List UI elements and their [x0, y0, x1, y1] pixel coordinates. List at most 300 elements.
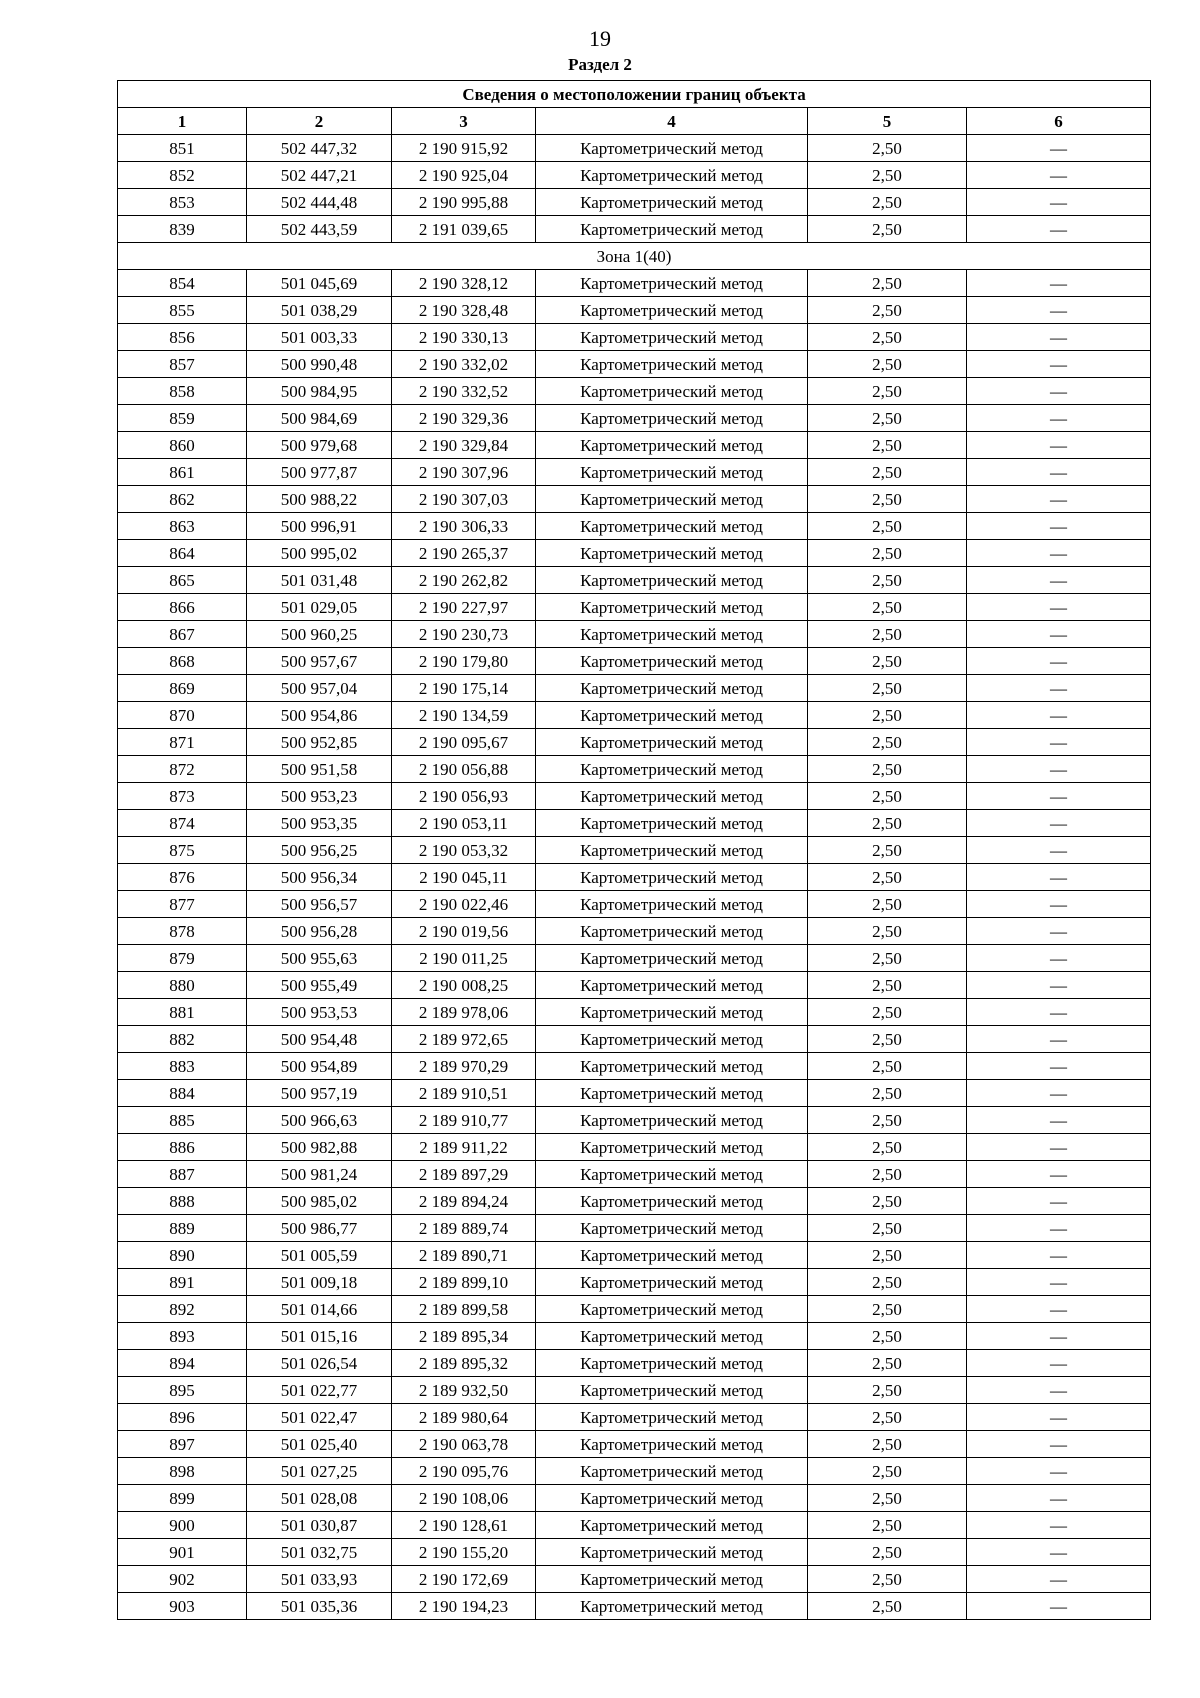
point-number-cell: 873: [118, 783, 247, 810]
table-row: [118, 837, 1151, 864]
note-cell: —: [967, 1296, 1151, 1323]
method-cell: Картометрический метод: [536, 405, 808, 432]
method-cell: Картометрический метод: [536, 945, 808, 972]
x-coordinate-cell: 500 985,02: [247, 1188, 392, 1215]
y-coordinate-cell: 2 189 895,32: [392, 1350, 536, 1377]
accuracy-cell: 2,50: [808, 378, 967, 405]
note-cell: —: [967, 405, 1151, 432]
y-coordinate-cell: 2 189 910,51: [392, 1080, 536, 1107]
y-coordinate-cell: 2 190 008,25: [392, 972, 536, 999]
accuracy-cell: 2,50: [808, 675, 967, 702]
accuracy-cell: 2,50: [808, 351, 967, 378]
note-cell: —: [967, 1323, 1151, 1350]
note-cell: —: [967, 648, 1151, 675]
zone-row: [118, 243, 1151, 270]
note-cell: —: [967, 162, 1151, 189]
table-row: [118, 1296, 1151, 1323]
point-number-cell: 893: [118, 1323, 247, 1350]
note-cell: —: [967, 621, 1151, 648]
x-coordinate-cell: 500 982,88: [247, 1134, 392, 1161]
y-coordinate-cell: 2 190 053,32: [392, 837, 536, 864]
accuracy-cell: 2,50: [808, 1053, 967, 1080]
method-cell: Картометрический метод: [536, 351, 808, 378]
point-number-cell: 866: [118, 594, 247, 621]
method-cell: Картометрический метод: [536, 513, 808, 540]
point-number-cell: 888: [118, 1188, 247, 1215]
x-coordinate-cell: 500 956,57: [247, 891, 392, 918]
note-cell: —: [967, 783, 1151, 810]
method-cell: Картометрический метод: [536, 432, 808, 459]
table-row: [118, 1323, 1151, 1350]
accuracy-cell: 2,50: [808, 189, 967, 216]
y-coordinate-cell: 2 190 108,06: [392, 1485, 536, 1512]
point-number-cell: 858: [118, 378, 247, 405]
accuracy-cell: 2,50: [808, 459, 967, 486]
note-cell: —: [967, 135, 1151, 162]
note-cell: —: [967, 1539, 1151, 1566]
table-row: [118, 1161, 1151, 1188]
y-coordinate-cell: 2 190 306,33: [392, 513, 536, 540]
accuracy-cell: 2,50: [808, 1566, 967, 1593]
y-coordinate-cell: 2 190 307,96: [392, 459, 536, 486]
column-number: 4: [536, 108, 808, 135]
method-cell: Картометрический метод: [536, 270, 808, 297]
x-coordinate-cell: 500 956,25: [247, 837, 392, 864]
y-coordinate-cell: 2 189 899,10: [392, 1269, 536, 1296]
method-cell: Картометрический метод: [536, 1512, 808, 1539]
y-coordinate-cell: 2 190 262,82: [392, 567, 536, 594]
note-cell: —: [967, 1404, 1151, 1431]
table-row: [118, 864, 1151, 891]
x-coordinate-cell: 500 954,86: [247, 702, 392, 729]
y-coordinate-cell: 2 190 329,84: [392, 432, 536, 459]
method-cell: Картометрический метод: [536, 1458, 808, 1485]
table-row: [118, 756, 1151, 783]
table-row: [118, 1404, 1151, 1431]
x-coordinate-cell: 501 025,40: [247, 1431, 392, 1458]
x-coordinate-cell: 500 957,19: [247, 1080, 392, 1107]
note-cell: —: [967, 1377, 1151, 1404]
accuracy-cell: 2,50: [808, 1404, 967, 1431]
accuracy-cell: 2,50: [808, 324, 967, 351]
method-cell: Картометрический метод: [536, 1107, 808, 1134]
method-cell: Картометрический метод: [536, 567, 808, 594]
method-cell: Картометрический метод: [536, 1566, 808, 1593]
table-row: [118, 1566, 1151, 1593]
accuracy-cell: 2,50: [808, 594, 967, 621]
table-row: [118, 1107, 1151, 1134]
accuracy-cell: 2,50: [808, 702, 967, 729]
x-coordinate-cell: 500 951,58: [247, 756, 392, 783]
x-coordinate-cell: 501 026,54: [247, 1350, 392, 1377]
x-coordinate-cell: 501 009,18: [247, 1269, 392, 1296]
method-cell: Картометрический метод: [536, 324, 808, 351]
x-coordinate-cell: 501 022,47: [247, 1404, 392, 1431]
table-row: [118, 1458, 1151, 1485]
point-number-cell: 890: [118, 1242, 247, 1269]
point-number-cell: 865: [118, 567, 247, 594]
note-cell: —: [967, 702, 1151, 729]
point-number-cell: 855: [118, 297, 247, 324]
method-cell: Картометрический метод: [536, 1134, 808, 1161]
x-coordinate-cell: 502 444,48: [247, 189, 392, 216]
accuracy-cell: 2,50: [808, 216, 967, 243]
table-row: [118, 270, 1151, 297]
note-cell: —: [967, 756, 1151, 783]
point-number-cell: 902: [118, 1566, 247, 1593]
table-row: [118, 1431, 1151, 1458]
column-number: 2: [247, 108, 392, 135]
method-cell: Картометрический метод: [536, 378, 808, 405]
x-coordinate-cell: 501 027,25: [247, 1458, 392, 1485]
x-coordinate-cell: 502 447,21: [247, 162, 392, 189]
note-cell: —: [967, 999, 1151, 1026]
note-cell: —: [967, 432, 1151, 459]
accuracy-cell: 2,50: [808, 162, 967, 189]
point-number-cell: 857: [118, 351, 247, 378]
column-number: 3: [392, 108, 536, 135]
accuracy-cell: 2,50: [808, 1242, 967, 1269]
accuracy-cell: 2,50: [808, 1431, 967, 1458]
y-coordinate-cell: 2 190 045,11: [392, 864, 536, 891]
x-coordinate-cell: 500 956,28: [247, 918, 392, 945]
y-coordinate-cell: 2 190 179,80: [392, 648, 536, 675]
note-cell: —: [967, 1593, 1151, 1620]
y-coordinate-cell: 2 189 897,29: [392, 1161, 536, 1188]
method-cell: Картометрический метод: [536, 621, 808, 648]
x-coordinate-cell: 501 022,77: [247, 1377, 392, 1404]
accuracy-cell: 2,50: [808, 1215, 967, 1242]
method-cell: Картометрический метод: [536, 1269, 808, 1296]
point-number-cell: 903: [118, 1593, 247, 1620]
note-cell: —: [967, 837, 1151, 864]
method-cell: Картометрический метод: [536, 918, 808, 945]
table-row: [118, 594, 1151, 621]
column-number-row: [118, 108, 1151, 135]
accuracy-cell: 2,50: [808, 1161, 967, 1188]
point-number-cell: 886: [118, 1134, 247, 1161]
point-number-cell: 895: [118, 1377, 247, 1404]
x-coordinate-cell: 500 979,68: [247, 432, 392, 459]
x-coordinate-cell: 501 005,59: [247, 1242, 392, 1269]
accuracy-cell: 2,50: [808, 1323, 967, 1350]
method-cell: Картометрический метод: [536, 216, 808, 243]
y-coordinate-cell: 2 189 970,29: [392, 1053, 536, 1080]
point-number-cell: 839: [118, 216, 247, 243]
accuracy-cell: 2,50: [808, 1026, 967, 1053]
method-cell: Картометрический метод: [536, 1026, 808, 1053]
x-coordinate-cell: 500 990,48: [247, 351, 392, 378]
method-cell: Картометрический метод: [536, 486, 808, 513]
point-number-cell: 899: [118, 1485, 247, 1512]
accuracy-cell: 2,50: [808, 1080, 967, 1107]
y-coordinate-cell: 2 190 328,48: [392, 297, 536, 324]
accuracy-cell: 2,50: [808, 1107, 967, 1134]
accuracy-cell: 2,50: [808, 135, 967, 162]
point-number-cell: 898: [118, 1458, 247, 1485]
table-row: [118, 513, 1151, 540]
y-coordinate-cell: 2 189 932,50: [392, 1377, 536, 1404]
y-coordinate-cell: 2 190 155,20: [392, 1539, 536, 1566]
y-coordinate-cell: 2 190 332,02: [392, 351, 536, 378]
table-row: [118, 702, 1151, 729]
note-cell: —: [967, 594, 1151, 621]
column-number: 6: [967, 108, 1151, 135]
table-row: [118, 216, 1151, 243]
note-cell: —: [967, 1512, 1151, 1539]
x-coordinate-cell: 500 957,04: [247, 675, 392, 702]
point-number-cell: 853: [118, 189, 247, 216]
note-cell: —: [967, 1485, 1151, 1512]
table-caption-row: [118, 81, 1151, 108]
zone-label: Зона 1(40): [118, 243, 1151, 270]
accuracy-cell: 2,50: [808, 405, 967, 432]
method-cell: Картометрический метод: [536, 783, 808, 810]
note-cell: —: [967, 486, 1151, 513]
y-coordinate-cell: 2 190 095,76: [392, 1458, 536, 1485]
method-cell: Картометрический метод: [536, 1161, 808, 1188]
point-number-cell: 860: [118, 432, 247, 459]
x-coordinate-cell: 501 030,87: [247, 1512, 392, 1539]
x-coordinate-cell: 500 954,48: [247, 1026, 392, 1053]
y-coordinate-cell: 2 189 895,34: [392, 1323, 536, 1350]
y-coordinate-cell: 2 190 307,03: [392, 486, 536, 513]
table-caption: Сведения о местоположении границ объекта: [118, 81, 1151, 108]
note-cell: —: [967, 216, 1151, 243]
accuracy-cell: 2,50: [808, 972, 967, 999]
table-row: [118, 189, 1151, 216]
note-cell: —: [967, 1053, 1151, 1080]
y-coordinate-cell: 2 189 889,74: [392, 1215, 536, 1242]
table-row: [118, 648, 1151, 675]
accuracy-cell: 2,50: [808, 513, 967, 540]
method-cell: Картометрический метод: [536, 648, 808, 675]
accuracy-cell: 2,50: [808, 945, 967, 972]
y-coordinate-cell: 2 190 053,11: [392, 810, 536, 837]
note-cell: —: [967, 1350, 1151, 1377]
table-row: [118, 1080, 1151, 1107]
point-number-cell: 884: [118, 1080, 247, 1107]
method-cell: Картометрический метод: [536, 1242, 808, 1269]
accuracy-cell: 2,50: [808, 567, 967, 594]
accuracy-cell: 2,50: [808, 918, 967, 945]
method-cell: Картометрический метод: [536, 459, 808, 486]
x-coordinate-cell: 500 984,95: [247, 378, 392, 405]
y-coordinate-cell: 2 190 332,52: [392, 378, 536, 405]
point-number-cell: 861: [118, 459, 247, 486]
note-cell: —: [967, 459, 1151, 486]
accuracy-cell: 2,50: [808, 837, 967, 864]
point-number-cell: 882: [118, 1026, 247, 1053]
y-coordinate-cell: 2 190 328,12: [392, 270, 536, 297]
point-number-cell: 863: [118, 513, 247, 540]
point-number-cell: 856: [118, 324, 247, 351]
point-number-cell: 862: [118, 486, 247, 513]
method-cell: Картометрический метод: [536, 1080, 808, 1107]
x-coordinate-cell: 501 032,75: [247, 1539, 392, 1566]
x-coordinate-cell: 501 028,08: [247, 1485, 392, 1512]
y-coordinate-cell: 2 190 056,93: [392, 783, 536, 810]
method-cell: Картометрический метод: [536, 1188, 808, 1215]
accuracy-cell: 2,50: [808, 1377, 967, 1404]
point-number-cell: 892: [118, 1296, 247, 1323]
accuracy-cell: 2,50: [808, 1350, 967, 1377]
y-coordinate-cell: 2 189 972,65: [392, 1026, 536, 1053]
note-cell: —: [967, 1431, 1151, 1458]
method-cell: Картометрический метод: [536, 1485, 808, 1512]
note-cell: —: [967, 1107, 1151, 1134]
note-cell: —: [967, 1080, 1151, 1107]
point-number-cell: 889: [118, 1215, 247, 1242]
note-cell: —: [967, 945, 1151, 972]
x-coordinate-cell: 500 953,53: [247, 999, 392, 1026]
table-row: [118, 1188, 1151, 1215]
note-cell: —: [967, 1242, 1151, 1269]
y-coordinate-cell: 2 189 890,71: [392, 1242, 536, 1269]
point-number-cell: 900: [118, 1512, 247, 1539]
x-coordinate-cell: 501 033,93: [247, 1566, 392, 1593]
x-coordinate-cell: 502 443,59: [247, 216, 392, 243]
point-number-cell: 897: [118, 1431, 247, 1458]
point-number-cell: 851: [118, 135, 247, 162]
accuracy-cell: 2,50: [808, 1458, 967, 1485]
accuracy-cell: 2,50: [808, 1539, 967, 1566]
note-cell: —: [967, 540, 1151, 567]
method-cell: Картометрический метод: [536, 837, 808, 864]
point-number-cell: 864: [118, 540, 247, 567]
y-coordinate-cell: 2 189 894,24: [392, 1188, 536, 1215]
point-number-cell: 872: [118, 756, 247, 783]
x-coordinate-cell: 500 981,24: [247, 1161, 392, 1188]
method-cell: Картометрический метод: [536, 972, 808, 999]
note-cell: —: [967, 1566, 1151, 1593]
y-coordinate-cell: 2 190 265,37: [392, 540, 536, 567]
note-cell: —: [967, 675, 1151, 702]
method-cell: Картометрический метод: [536, 756, 808, 783]
table-row: [118, 486, 1151, 513]
accuracy-cell: 2,50: [808, 297, 967, 324]
x-coordinate-cell: 500 957,67: [247, 648, 392, 675]
column-number: 5: [808, 108, 967, 135]
x-coordinate-cell: 500 955,49: [247, 972, 392, 999]
x-coordinate-cell: 502 447,32: [247, 135, 392, 162]
point-number-cell: 885: [118, 1107, 247, 1134]
method-cell: Картометрический метод: [536, 297, 808, 324]
table-row: [118, 432, 1151, 459]
point-number-cell: 887: [118, 1161, 247, 1188]
table-row: [118, 999, 1151, 1026]
point-number-cell: 867: [118, 621, 247, 648]
x-coordinate-cell: 500 995,02: [247, 540, 392, 567]
accuracy-cell: 2,50: [808, 486, 967, 513]
note-cell: —: [967, 891, 1151, 918]
table-row: [118, 162, 1151, 189]
table-row: [118, 972, 1151, 999]
y-coordinate-cell: 2 190 329,36: [392, 405, 536, 432]
note-cell: —: [967, 1026, 1151, 1053]
note-cell: —: [967, 1458, 1151, 1485]
table-row: [118, 945, 1151, 972]
note-cell: —: [967, 972, 1151, 999]
y-coordinate-cell: 2 190 230,73: [392, 621, 536, 648]
table-row: [118, 1593, 1151, 1620]
method-cell: Картометрический метод: [536, 1404, 808, 1431]
point-number-cell: 896: [118, 1404, 247, 1431]
note-cell: —: [967, 918, 1151, 945]
accuracy-cell: 2,50: [808, 1188, 967, 1215]
y-coordinate-cell: 2 190 172,69: [392, 1566, 536, 1593]
method-cell: Картометрический метод: [536, 594, 808, 621]
x-coordinate-cell: 500 953,23: [247, 783, 392, 810]
note-cell: —: [967, 378, 1151, 405]
table-row: [118, 783, 1151, 810]
x-coordinate-cell: 500 966,63: [247, 1107, 392, 1134]
point-number-cell: 878: [118, 918, 247, 945]
column-number: 1: [118, 108, 247, 135]
table-row: [118, 1377, 1151, 1404]
method-cell: Картометрический метод: [536, 1053, 808, 1080]
note-cell: —: [967, 351, 1151, 378]
accuracy-cell: 2,50: [808, 729, 967, 756]
x-coordinate-cell: 501 015,16: [247, 1323, 392, 1350]
point-number-cell: 880: [118, 972, 247, 999]
x-coordinate-cell: 501 031,48: [247, 567, 392, 594]
method-cell: Картометрический метод: [536, 1539, 808, 1566]
y-coordinate-cell: 2 190 019,56: [392, 918, 536, 945]
method-cell: Картометрический метод: [536, 135, 808, 162]
x-coordinate-cell: 500 954,89: [247, 1053, 392, 1080]
y-coordinate-cell: 2 190 194,23: [392, 1593, 536, 1620]
x-coordinate-cell: 500 956,34: [247, 864, 392, 891]
accuracy-cell: 2,50: [808, 783, 967, 810]
point-number-cell: 881: [118, 999, 247, 1026]
table-row: [118, 378, 1151, 405]
accuracy-cell: 2,50: [808, 1485, 967, 1512]
accuracy-cell: 2,50: [808, 432, 967, 459]
table-row: [118, 459, 1151, 486]
y-coordinate-cell: 2 190 915,92: [392, 135, 536, 162]
y-coordinate-cell: 2 190 227,97: [392, 594, 536, 621]
table-row: [118, 621, 1151, 648]
note-cell: —: [967, 1188, 1151, 1215]
y-coordinate-cell: 2 190 056,88: [392, 756, 536, 783]
method-cell: Картометрический метод: [536, 675, 808, 702]
note-cell: —: [967, 567, 1151, 594]
note-cell: —: [967, 297, 1151, 324]
y-coordinate-cell: 2 190 095,67: [392, 729, 536, 756]
table-row: [118, 351, 1151, 378]
accuracy-cell: 2,50: [808, 540, 967, 567]
point-number-cell: 874: [118, 810, 247, 837]
method-cell: Картометрический метод: [536, 810, 808, 837]
y-coordinate-cell: 2 190 330,13: [392, 324, 536, 351]
y-coordinate-cell: 2 189 911,22: [392, 1134, 536, 1161]
section-title: Раздел 2: [568, 55, 632, 74]
accuracy-cell: 2,50: [808, 1593, 967, 1620]
table-row: [118, 1269, 1151, 1296]
note-cell: —: [967, 189, 1151, 216]
page-number: 19: [589, 26, 611, 51]
x-coordinate-cell: 500 960,25: [247, 621, 392, 648]
x-coordinate-cell: 500 953,35: [247, 810, 392, 837]
table-row: [118, 729, 1151, 756]
table-row: [118, 1215, 1151, 1242]
y-coordinate-cell: 2 189 899,58: [392, 1296, 536, 1323]
accuracy-cell: 2,50: [808, 1296, 967, 1323]
y-coordinate-cell: 2 189 910,77: [392, 1107, 536, 1134]
y-coordinate-cell: 2 190 175,14: [392, 675, 536, 702]
point-number-cell: 883: [118, 1053, 247, 1080]
